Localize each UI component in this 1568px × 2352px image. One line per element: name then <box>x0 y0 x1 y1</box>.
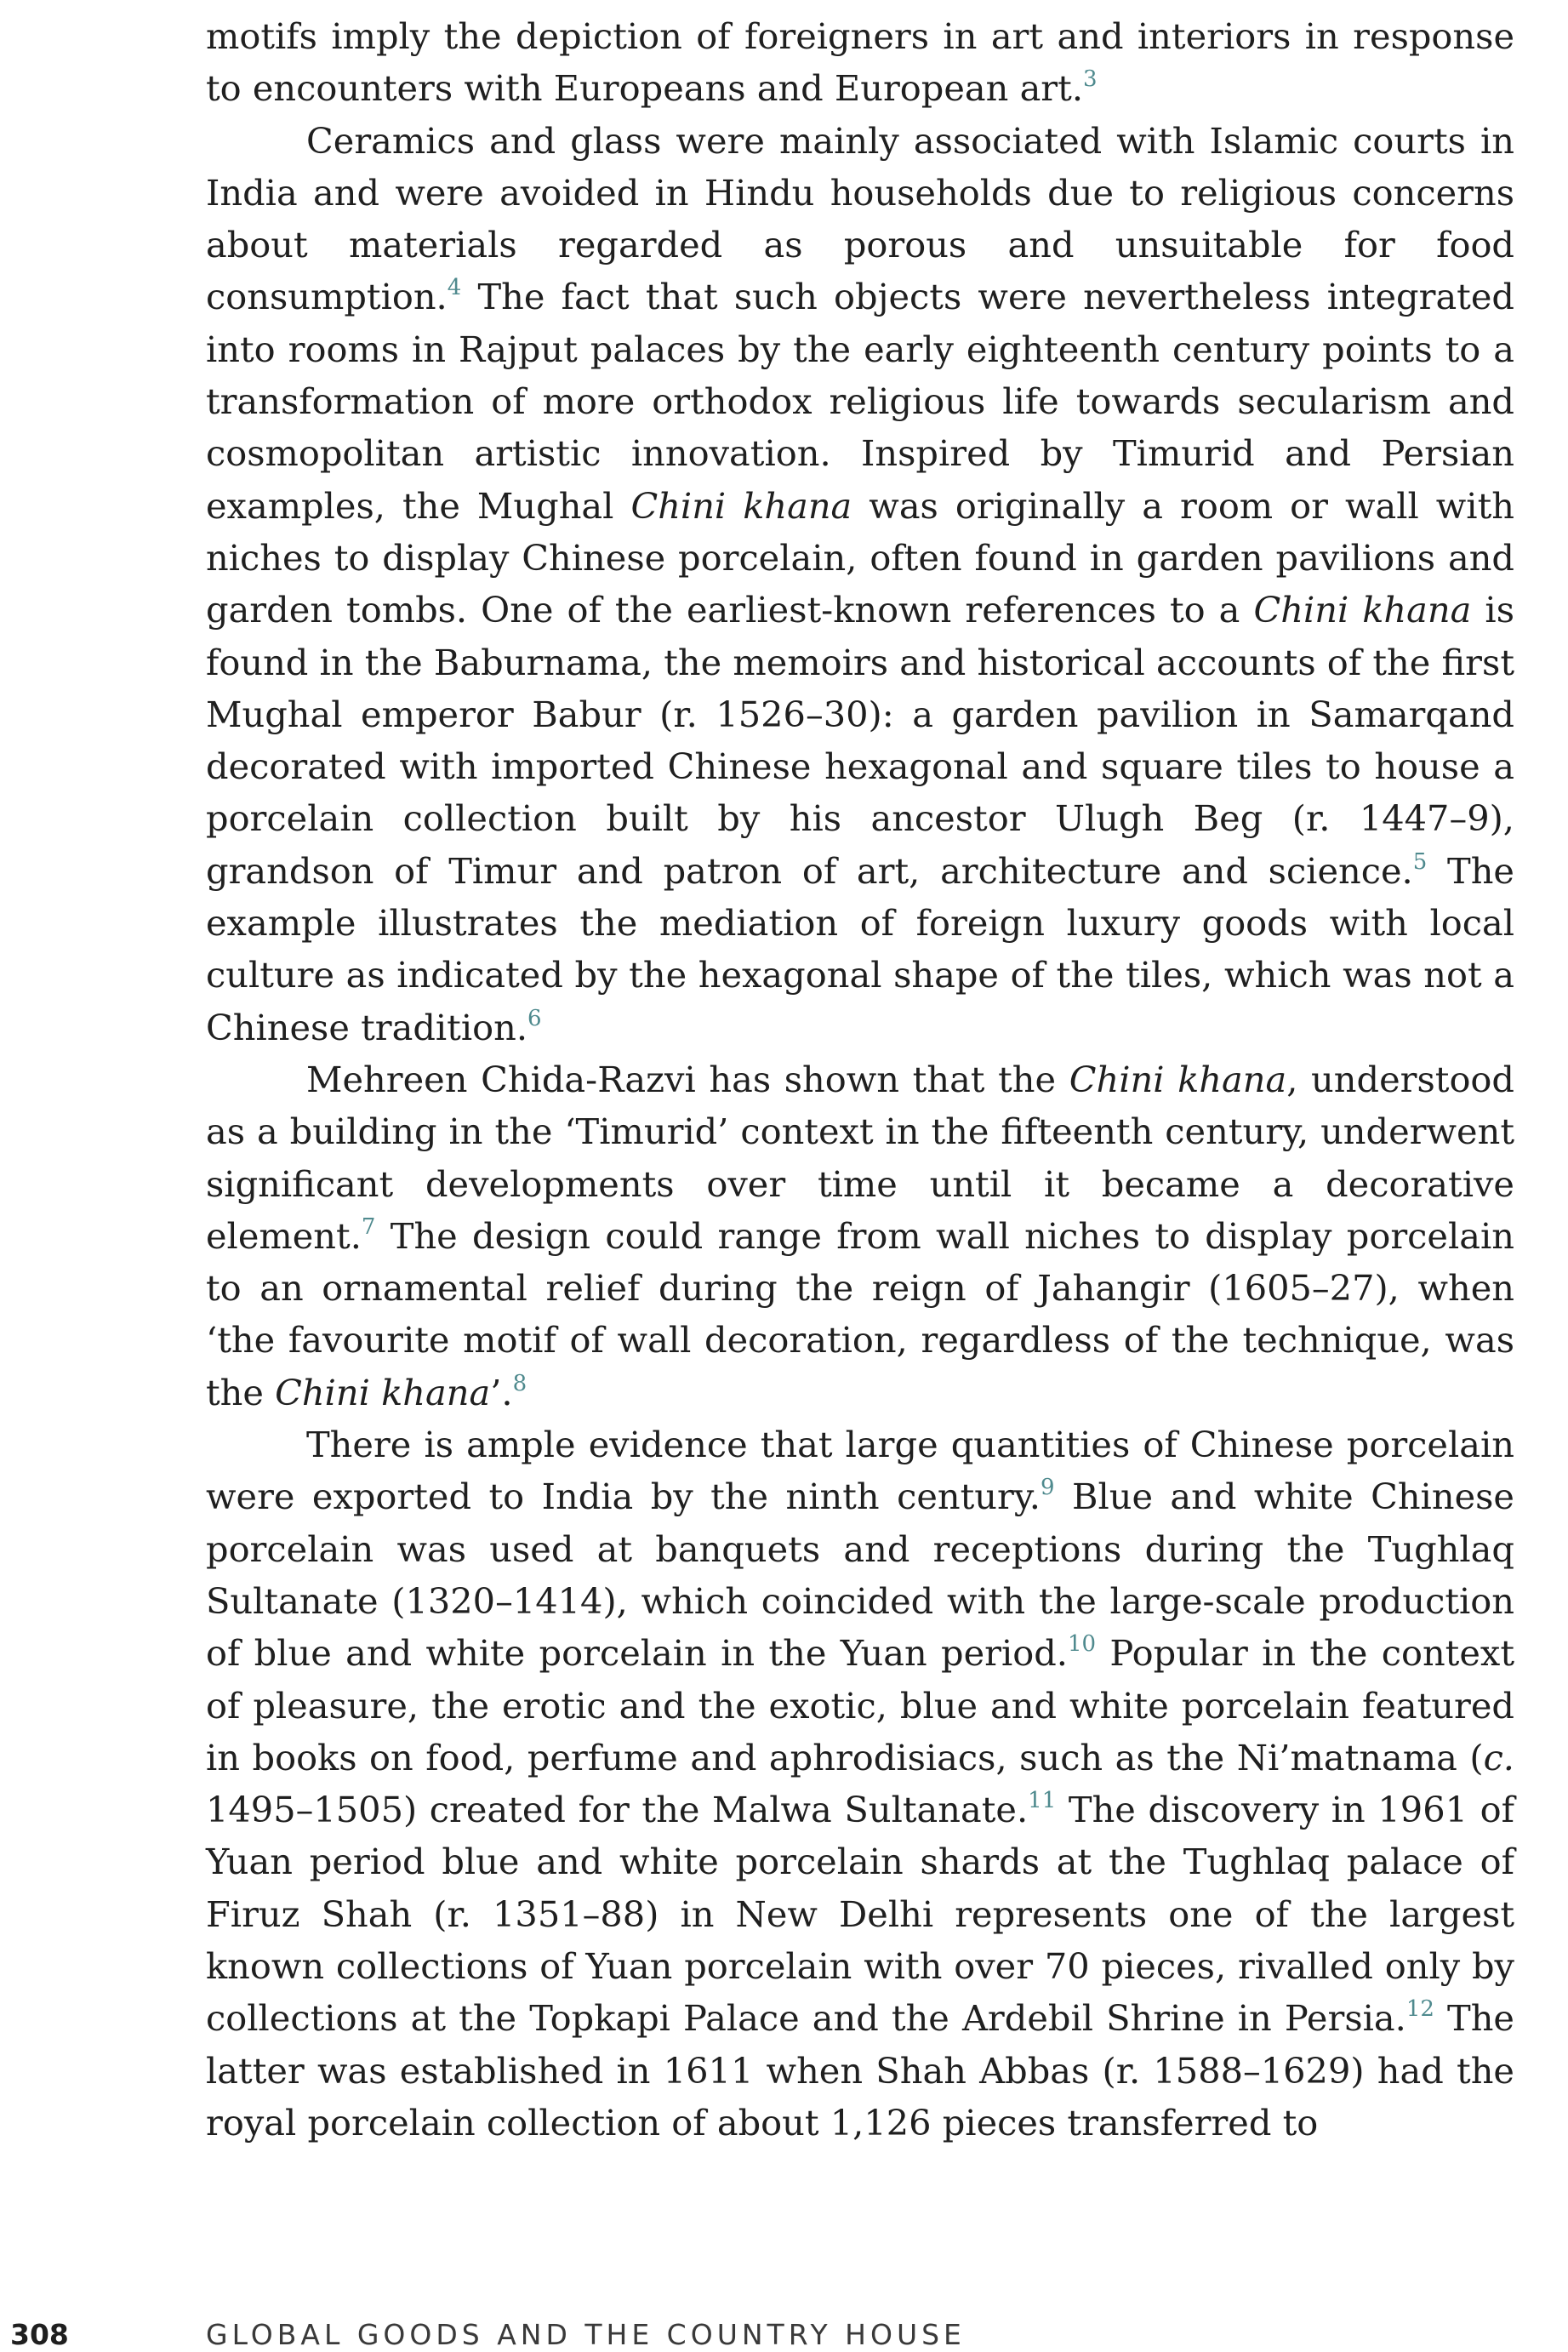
note-reference: 4 <box>447 275 462 301</box>
note-reference: 9 <box>1040 1475 1055 1501</box>
text-segment: Mehreen Chida-Razvi has shown that the <box>306 1058 1069 1100</box>
text-segment: , understood as a building in the ‘Timurid’ context in the fifteenth century, underwent significant developments over time until it became a decorative element. <box>206 1058 1514 1257</box>
text-segment: The design could range from wall niches to display porcelain to an ornamental relief during the reign of Jahangir (1605–27), when ‘the favourite motif of wall decoration, regardless of the technique, was the <box>206 1214 1514 1413</box>
text-segment: 1495–1505) created for the Malwa Sultanate. <box>206 1789 1029 1831</box>
paragraph <box>206 1419 1514 2149</box>
note-reference: 10 <box>1068 1631 1097 1658</box>
note-reference: 6 <box>527 1005 542 1031</box>
note-reference: 11 <box>1028 1788 1057 1814</box>
note-reference: 3 <box>1083 66 1098 93</box>
paragraph <box>206 115 1514 1053</box>
italic-text: Chini khana <box>1253 589 1472 631</box>
running-head: GLOBAL GOODS AND THE COUNTRY HOUSE <box>206 2318 966 2351</box>
text-segment: Ceramics and glass were mainly associated with Islamic courts in India and were avoided in Hindu households due to religious concerns about materials regarded as porous and unsuitable for food consumption. <box>206 119 1514 318</box>
note-reference: 8 <box>512 1370 527 1396</box>
note-reference: 12 <box>1405 1996 1434 2023</box>
body-text <box>206 10 1514 2149</box>
italic-text: c. <box>1483 1736 1514 1778</box>
text-segment: Popular in the context of pleasure, the erotic and the exotic, blue and white porcelain featured in books on food, perfume and aphrodisiacs, such as the Ni’matnama ( <box>206 1632 1514 1778</box>
italic-text: Chini khana <box>630 484 852 527</box>
italic-text: Chini khana <box>1069 1058 1287 1100</box>
paragraph <box>206 10 1514 115</box>
text-segment: was originally a room or wall with niches to display Chinese porcelain, often found in garden pavilions and garden tombs. One of the earliest-known references to a <box>206 484 1514 631</box>
note-reference: 5 <box>1412 848 1428 875</box>
text-segment: is found in the Baburnama, the memoirs and historical accounts of the first Mughal emperor Babur (r. 1526–30): a garden pavilion in Samarqand decorated with imported Chinese hexagonal and square tiles to house a porcelain collection built by his ancestor Ulugh Beg (r. 1447–9), grandson of Timur and patron of art, architecture and science. <box>206 589 1514 892</box>
page-number: 308 <box>10 2318 69 2351</box>
text-segment: ’. <box>490 1371 513 1413</box>
note-reference: 7 <box>361 1213 376 1240</box>
page-footer <box>0 2318 1568 2352</box>
text-segment: Blue and white Chinese porcelain was used at banquets and receptions during the Tughlaq Sultanate (1320–1414), which coincided with the large-scale production of blue and white porcelain in the Yuan period. <box>206 1476 1514 1675</box>
text-segment: The fact that such objects were nevertheless integrated into rooms in Rajput palaces by the early eighteenth century points to a transformation of more orthodox religious life towards secularism and cosmopolitan artistic innovation. Inspired by Timurid and Persian examples, the Mughal <box>206 276 1514 527</box>
text-segment: The example illustrates the mediation of foreign luxury goods with local culture as indicated by the hexagonal shape of the tiles, which was not a Chinese tradition. <box>206 849 1514 1048</box>
text-segment: There is ample evidence that large quantities of Chinese porcelain were exported to India by the ninth century. <box>206 1424 1514 1518</box>
text-segment: The latter was established in 1611 when Shah Abbas (r. 1588–1629) had the royal porcelain collection of about 1,126 pieces transferred to <box>206 1997 1514 2144</box>
paragraph <box>206 1053 1514 1419</box>
italic-text: Chini khana <box>275 1371 491 1413</box>
text-segment: The discovery in 1961 of Yuan period blue and white porcelain shards at the Tughlaq palace of Firuz Shah (r. 1351–88) in New Delhi represents one of the largest known collections of Yuan porcelain with over 70 pieces, rivalled only by collections at the Topkapi Palace and the Ardebil Shrine in Persia. <box>206 1789 1514 2040</box>
text-segment: motifs imply the depiction of foreigners in art and interiors in response to encounters with Europeans and European art. <box>206 15 1514 110</box>
